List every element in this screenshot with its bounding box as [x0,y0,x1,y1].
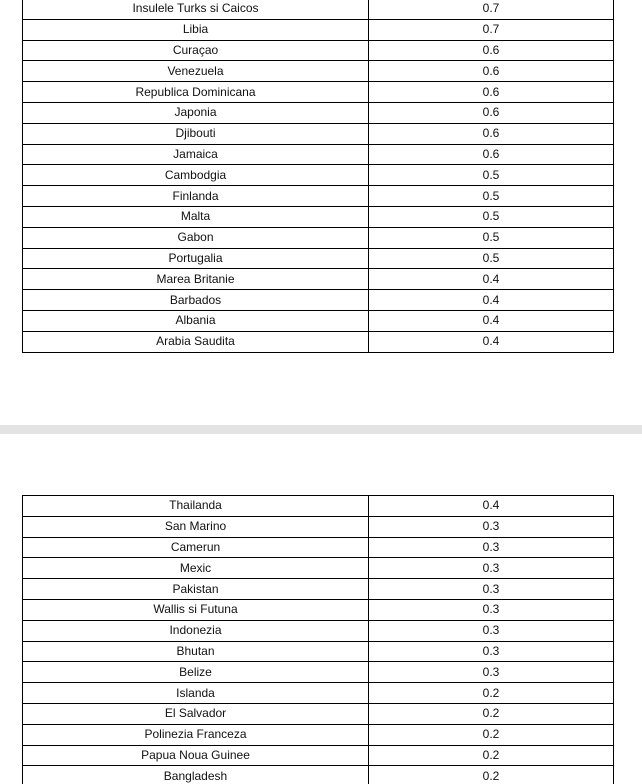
table-row [23,745,614,766]
value-cell: 0.3 [369,599,614,620]
country-cell: Papua Noua Guinee [23,745,369,766]
table-row [23,144,614,165]
table-row [23,269,614,290]
country-cell: Venezuela [23,61,369,82]
page-separator [0,425,642,434]
country-cell: Republica Dominicana [23,82,369,103]
table-row [23,123,614,144]
document-page-2 [0,434,642,784]
table-row [23,331,614,352]
table-row [23,641,614,662]
table-row [23,19,614,40]
country-cell: Curaçao [23,40,369,61]
value-cell: 0.3 [369,662,614,683]
table-row [23,683,614,704]
table-row [23,40,614,61]
value-cell: 0.3 [369,537,614,558]
table-row [23,662,614,683]
value-cell: 0.5 [369,227,614,248]
table-row [23,537,614,558]
table-row [23,766,614,784]
table-row [23,82,614,103]
table-row [23,579,614,600]
value-cell: 0.6 [369,61,614,82]
country-cell: Libia [23,19,369,40]
country-cell: Jamaica [23,144,369,165]
country-cell: Pakistan [23,579,369,600]
table-row [23,620,614,641]
value-cell: 0.2 [369,766,614,784]
table-body [23,496,614,784]
country-cell: Bangladesh [23,766,369,784]
table-row [23,599,614,620]
country-cell: Japonia [23,102,369,123]
value-cell: 0.6 [369,102,614,123]
value-cell: 0.6 [369,123,614,144]
table-row [23,724,614,745]
table-row [23,248,614,269]
country-cell: Marea Britanie [23,269,369,290]
country-value-table-page-1 [22,0,614,353]
value-cell: 0.7 [369,19,614,40]
country-cell: Camerun [23,537,369,558]
country-value-table-page-2 [22,495,614,784]
country-cell: San Marino [23,516,369,537]
country-cell: Wallis si Futuna [23,599,369,620]
value-cell: 0.6 [369,40,614,61]
country-cell: Bhutan [23,641,369,662]
table-row [23,558,614,579]
value-cell: 0.2 [369,745,614,766]
value-cell: 0.5 [369,186,614,207]
country-cell: Arabia Saudita [23,331,369,352]
country-cell: Cambodgia [23,165,369,186]
country-cell: Finlanda [23,186,369,207]
country-cell: Barbados [23,290,369,311]
country-cell: Albania [23,310,369,331]
country-cell: Portugalia [23,248,369,269]
value-cell: 0.2 [369,724,614,745]
country-cell: Thailanda [23,496,369,517]
country-cell: Polinezia Franceza [23,724,369,745]
value-cell: 0.4 [369,310,614,331]
value-cell: 0.4 [369,496,614,517]
value-cell: 0.3 [369,620,614,641]
value-cell: 0.5 [369,165,614,186]
table-body [23,0,614,352]
table-row [23,290,614,311]
country-cell: Islanda [23,683,369,704]
table-row [23,0,614,19]
value-cell: 0.3 [369,579,614,600]
value-cell: 0.2 [369,703,614,724]
country-cell: Indonezia [23,620,369,641]
country-cell: Belize [23,662,369,683]
value-cell: 0.6 [369,82,614,103]
value-cell: 0.4 [369,269,614,290]
value-cell: 0.3 [369,641,614,662]
value-cell: 0.2 [369,683,614,704]
table-row [23,61,614,82]
table-row [23,496,614,517]
table-row [23,516,614,537]
country-cell: Djibouti [23,123,369,144]
value-cell: 0.4 [369,331,614,352]
country-cell: Insulele Turks si Caicos [23,0,369,19]
country-cell: Mexic [23,558,369,579]
country-cell: Malta [23,206,369,227]
value-cell: 0.5 [369,248,614,269]
country-cell: El Salvador [23,703,369,724]
table-row [23,102,614,123]
table-row [23,165,614,186]
table-row [23,703,614,724]
value-cell: 0.6 [369,144,614,165]
table-row [23,186,614,207]
value-cell: 0.3 [369,558,614,579]
value-cell: 0.5 [369,206,614,227]
table-row [23,310,614,331]
value-cell: 0.7 [369,0,614,19]
country-cell: Gabon [23,227,369,248]
value-cell: 0.4 [369,290,614,311]
table-row [23,206,614,227]
value-cell: 0.3 [369,516,614,537]
table-row [23,227,614,248]
